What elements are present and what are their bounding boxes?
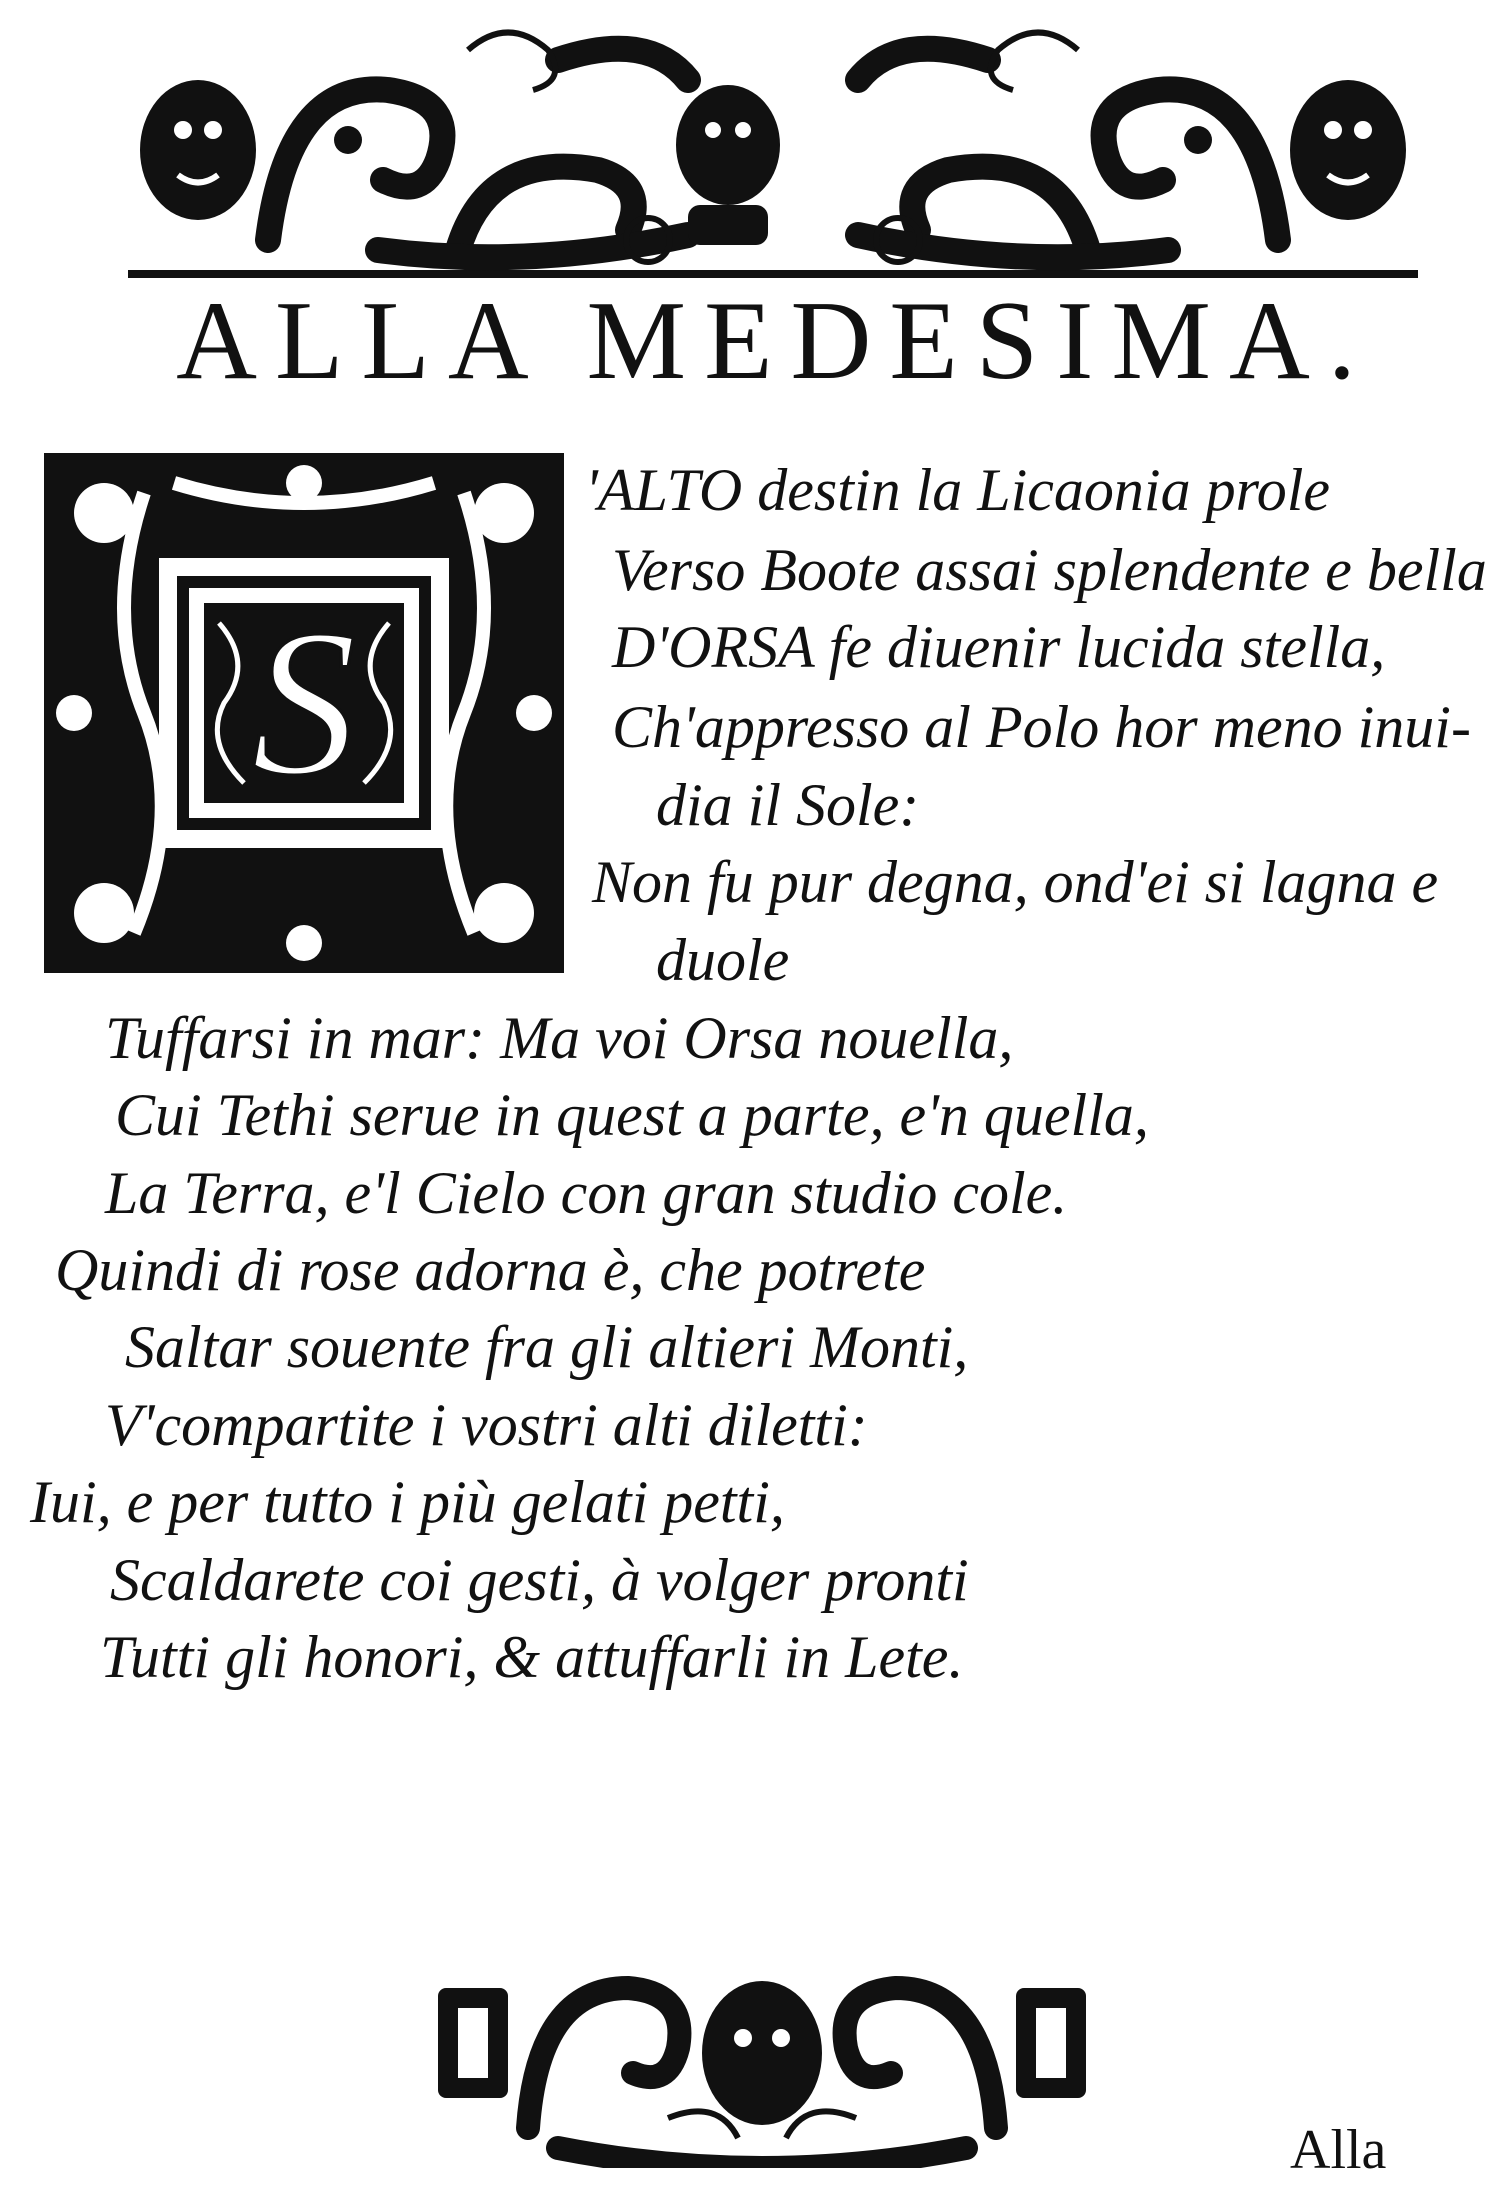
poem-line: Iui, e per tutto i più gelati petti,: [30, 1469, 785, 1535]
poem-line: Non fu pur degna, ond'ei si lagna e: [592, 849, 1439, 915]
poem-line: V'compartite i vostri alti diletti:: [105, 1392, 868, 1458]
poem-line: Cui Tethi serue in quest a parte, e'n quella,: [115, 1082, 1149, 1148]
poem-line: 'ALTO destin la Licaonia prole: [585, 457, 1331, 523]
poem-line: Tutti gli honori, & attuffarli in Lete.: [100, 1624, 964, 1690]
tailpiece-ornament: [418, 1948, 1106, 2168]
poem-line: La Terra, e'l Cielo con gran studio cole.: [105, 1160, 1068, 1226]
poem-line: Tuffarsi in mar: Ma voi Orsa nouella,: [105, 1005, 1014, 1071]
poem-line: D'ORSA fe diuenir lucida stella,: [612, 614, 1386, 680]
poem-line: dia il Sole:: [656, 772, 920, 838]
poem-line: Saltar souente fra gli altieri Monti,: [125, 1314, 969, 1380]
poem-line: Ch'appresso al Polo hor meno inui-: [612, 694, 1471, 760]
page-title: ALLA MEDESIMA.: [176, 279, 1374, 403]
headpiece-ornament-icon: [128, 20, 1418, 290]
foliate-initial-icon: [44, 453, 564, 973]
tailpiece-ornament-icon: [418, 1948, 1106, 2168]
poem-line: Quindi di rose adorna è, che potrete: [55, 1237, 926, 1303]
headpiece-ornament: [128, 20, 1418, 290]
catchword: Alla: [1290, 2119, 1387, 2181]
decorated-initial: [44, 453, 564, 973]
poem-line: Scaldarete coi gesti, à volger pronti: [110, 1547, 969, 1613]
poem-line: Verso Boote assai splendente e bella: [612, 537, 1487, 603]
poem-line: duole: [656, 927, 790, 993]
initial-letter: S: [251, 587, 357, 819]
